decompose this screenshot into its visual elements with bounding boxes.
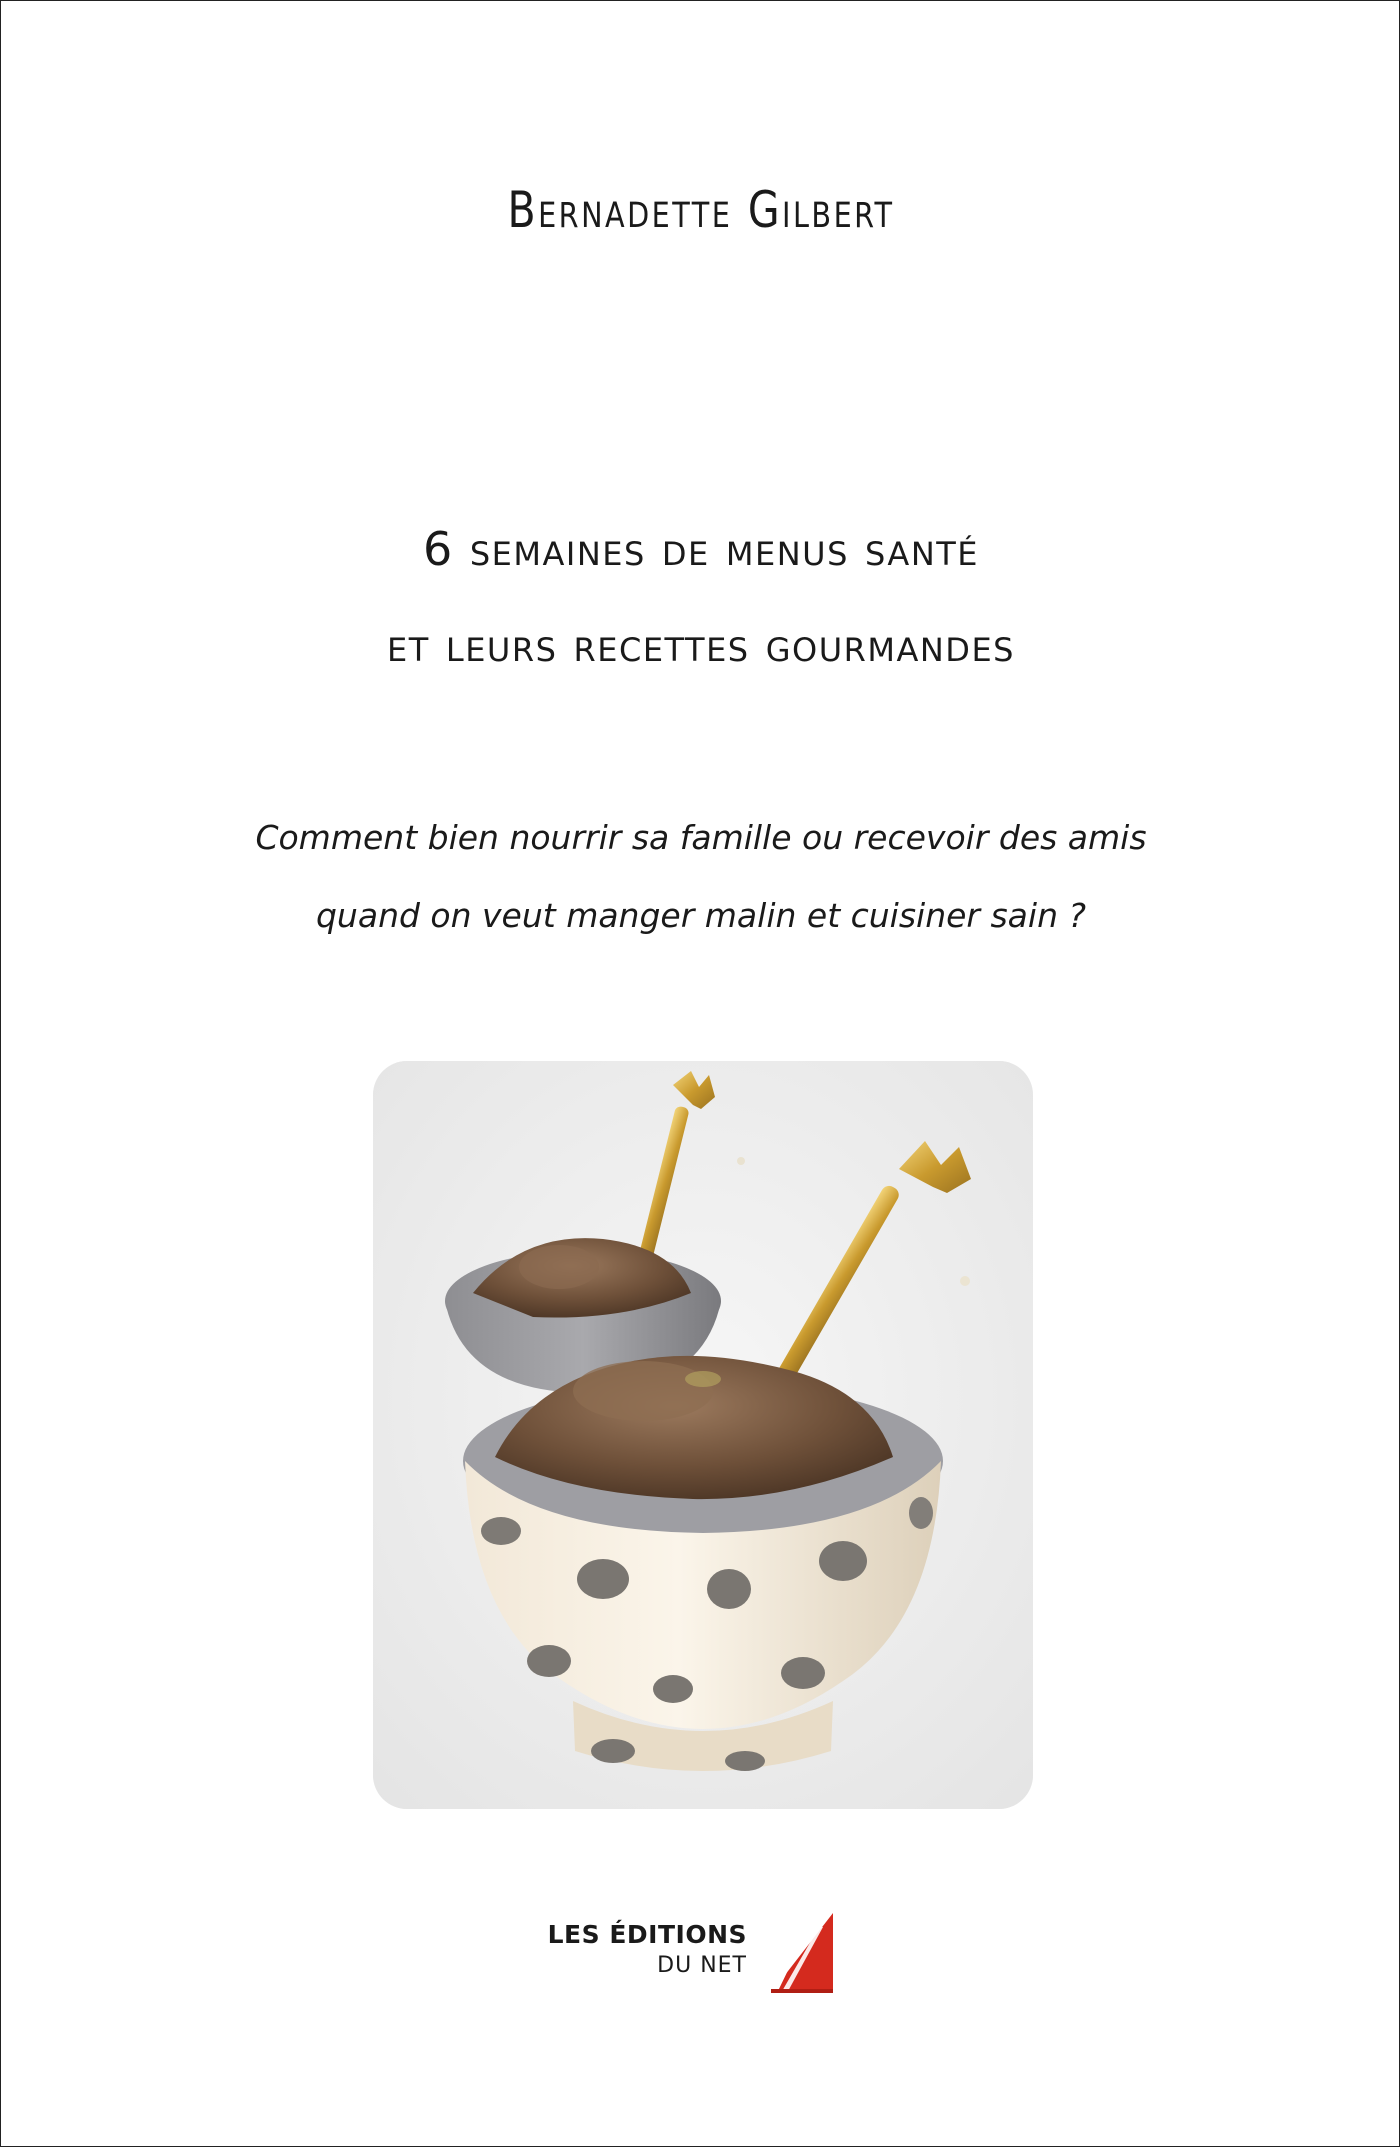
title-line-1: 6 semaines de menus santé <box>422 522 980 576</box>
subtitle-line-1: Comment bien nourrir sa famille ou recevoir des amis <box>255 818 1147 857</box>
publisher-name <box>548 1919 747 1981</box>
title-line-2: et leurs recettes gourmandes <box>387 618 1015 672</box>
publisher-mark-icon <box>771 1913 833 1993</box>
subtitle-line-2: quand on veut manger malin et cuisiner sain ? <box>315 896 1086 935</box>
book-subtitle <box>1 799 1400 955</box>
book-title <box>1 501 1400 693</box>
cover-photo-chocolate-mousse-bowls <box>373 1061 1033 1809</box>
publisher-logo <box>547 1913 847 1997</box>
publisher-name-line-1: LES ÉDITIONS <box>547 1920 747 1949</box>
publisher-name-line-2: DU NET <box>657 1953 747 1978</box>
author-name: Bernadette Gilbert <box>507 181 895 239</box>
